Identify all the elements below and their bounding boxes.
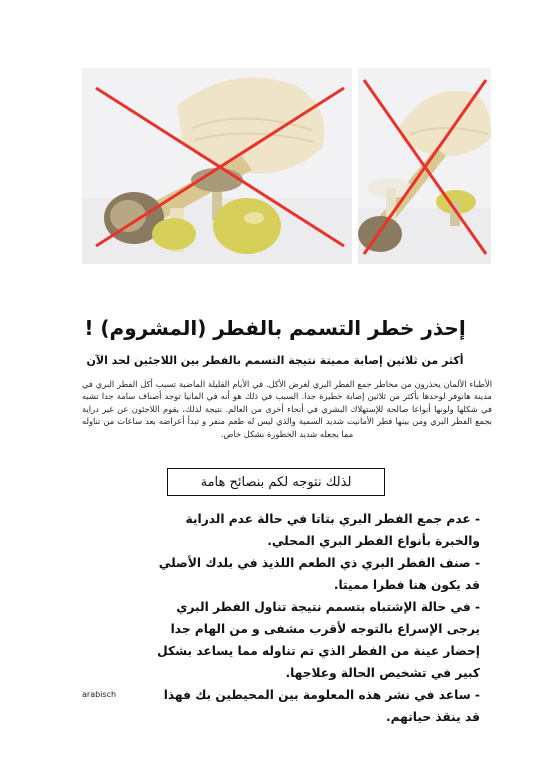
advice-item: - عدم جمع الفطر البري بتاتا في حالة عدم الدراية والخبرة بأنواع الفطر البري المحلي.: [185, 512, 480, 548]
advice-heading: لذلك نتوجه لكم بنصائح هامة: [200, 474, 352, 490]
mushroom-photo-left: [82, 68, 352, 264]
advice-item: - صنف الفطر البري ذي الطعم اللذيذ في بلدك الأصلي قد يكون هنا فطرا مميتا.: [158, 556, 480, 592]
page-subtitle: أكثر من ثلاثين إصابة مميتة نتيجة التسمم بالفطر بين اللاجئين لحد الآن: [86, 354, 464, 367]
mushroom-illustration-left: [82, 68, 352, 264]
page-title: إحذر خطر التسمم بالفطر (المشروم) !: [84, 316, 466, 340]
advice-heading-box: [167, 468, 385, 496]
advice-item: - في حالة الإشتباه بتسمم نتيجة تناول الفطر البري يرجى الإسراع بالتوجه لأقرب مشفى و من الهام جدا إحضار عينة من الفطر الذي تم تناوله مما يساعد بشكل كبير في تشخيص الحالة وعلاجها.: [157, 600, 480, 680]
advice-list: [150, 508, 480, 728]
mushroom-illustration-right: [358, 68, 491, 264]
mushroom-photo-right: [358, 68, 491, 264]
intro-paragraph: الأطباء الألمان يحذرون من مخاطر جمع الفطر البري لغرض الأكل. في الأيام القليلة الماضية تسبب أكل الفطر البري في مدينة هانوفر لوحدها بأكثر من ثلاثين إصابة خطيرة جدا. السبب في ذلك هو أنه في المانيا توجد أصناف سامة جدا تشبه في شكلها ولونها أنواعا صالحة للإستهلاك البشري في أنحاء أخرى من العالم. نتيجة لذلك، يقوم اللاجئون عن غير دراية بجمع الفطر البري ومن بينها فطر الأمانيت شديد السمية والذي ليس له طعم منفر و تبدأ أعراضه بعد ساعات من تناوله مما يجعله شديد الخطورة بشكل خاص.: [82, 379, 492, 439]
advice-item: - ساعد في نشر هذه المعلومة بين المحيطين بك فهذا قد ينقذ حياتهم.: [163, 688, 480, 724]
footer-language-label: arabisch: [82, 690, 117, 699]
